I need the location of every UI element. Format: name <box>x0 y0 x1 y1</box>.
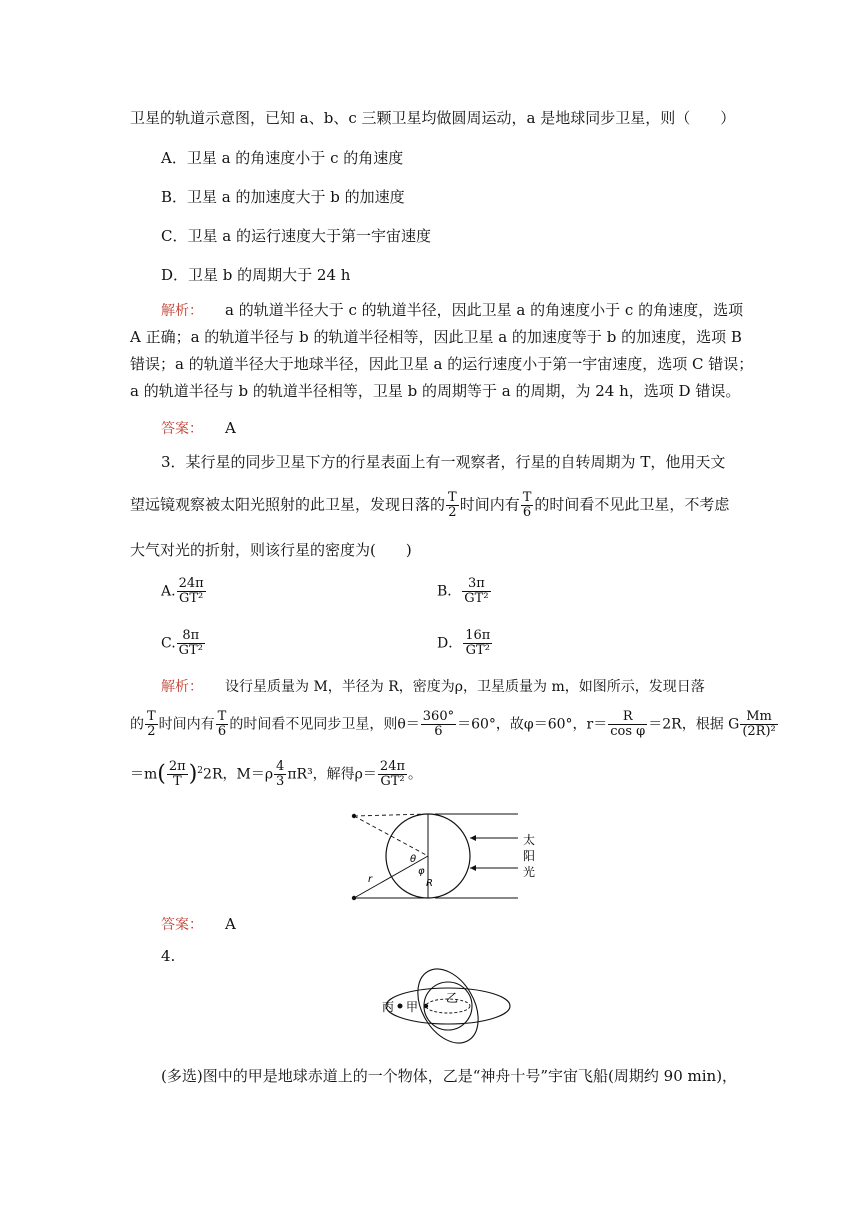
denominator: 6 <box>522 505 532 520</box>
denominator: GT² <box>380 774 405 789</box>
fraction-rho <box>378 760 407 789</box>
numerator: 24π <box>379 759 406 774</box>
orbit-radius-label: r <box>368 874 373 885</box>
q3-answer-line <box>161 914 236 935</box>
numerator: T <box>147 709 156 724</box>
answer-label: 答案： <box>161 421 203 437</box>
answer-value: A <box>225 419 236 437</box>
denominator: GT² <box>464 591 489 606</box>
arrow-icon <box>470 835 476 841</box>
numerator: T <box>448 490 457 505</box>
denominator: 6 <box>217 724 227 739</box>
arrow-icon <box>470 865 476 871</box>
phi-label: φ <box>418 866 425 877</box>
paren-open: ( <box>157 761 166 787</box>
q2-option-c: C．卫星 a 的运行速度大于第一宇宙速度 <box>161 227 431 245</box>
option-label: B． <box>437 583 462 600</box>
q3-planet-figure <box>340 808 550 908</box>
fraction-t-over-2 <box>446 491 459 520</box>
denominator: 2 <box>448 505 457 520</box>
sun-label-2: 阳 <box>523 849 536 863</box>
q3-stem-line-3: 大气对光的折射，则该行星的密度为( ) <box>130 541 412 559</box>
option-label: C. <box>161 635 176 652</box>
option-fraction <box>177 629 205 658</box>
analysis-text: ＝2R，根据 G <box>648 716 740 733</box>
numerator: 24π <box>178 576 204 591</box>
exponent: 2 <box>197 765 204 776</box>
numerator: 2π <box>168 759 186 774</box>
numerator: T <box>522 490 532 505</box>
q2-option-b: B．卫星 a 的加速度大于 b 的加速度 <box>161 188 405 206</box>
denominator: GT² <box>178 591 204 606</box>
denominator: GT² <box>465 643 490 658</box>
satellite-dot-bottom <box>352 896 356 900</box>
q2-analysis-line-2: A 正确；a 的轨道半径与 b 的轨道半径相等，因此卫星 a 的加速度等于 b 的加速度，选项 B <box>130 328 742 346</box>
numerator: 16π <box>465 628 491 643</box>
earth-circle <box>424 982 472 1030</box>
q2-analysis-line-3: 错误；a 的轨道半径大于地球半径，因此卫星 a 的运行速度小于第一宇宙速度，选项 C 错误； <box>130 355 754 373</box>
fraction-gravity <box>740 710 777 739</box>
fraction-r <box>608 710 647 739</box>
q2-option-d: D．卫星 b 的周期大于 24 h <box>161 266 351 284</box>
q3-analysis-line-3 <box>130 760 422 789</box>
option-fraction <box>462 577 490 606</box>
numerator: Mm <box>740 710 777 725</box>
option-fraction <box>463 629 492 658</box>
numerator: 360° <box>422 709 455 724</box>
q3-stem-line-1: 3．某行星的同步卫星下方的行星表面上有一观察者，行星的自转周期为 T，他用天文 <box>161 453 726 471</box>
analysis-text: 时间内有 <box>158 716 215 733</box>
option-label: A. <box>161 583 176 600</box>
q3-option-a <box>161 577 207 606</box>
fraction-2pi-over-t <box>167 760 188 789</box>
theta-label: θ <box>410 854 417 865</box>
denominator: 6 <box>434 724 443 739</box>
numerator: T <box>217 709 227 724</box>
analysis-label: 解析： <box>161 679 203 695</box>
analysis-text: 的 <box>130 716 144 733</box>
analysis-text: ＝m <box>130 766 158 783</box>
numerator: 4 <box>276 759 285 774</box>
sun-label-1: 太 <box>523 833 536 847</box>
denominator: GT² <box>178 643 203 658</box>
analysis-text: 设行星质量为 M，半径为 R，密度为ρ，卫星质量为 m，如图所示，发现日落 <box>225 679 705 695</box>
q2-stem: 卫星的轨道示意图，已知 a、b、c 三颗卫星均做圆周运动，a 是地球同步卫星，则（ ） <box>130 109 736 127</box>
q4-number: 4. <box>161 947 176 965</box>
radius-label: R <box>426 878 433 889</box>
q3-stem-line-2 <box>130 491 729 520</box>
paren-close: ) <box>188 761 198 787</box>
sun-label-3: 光 <box>523 865 536 879</box>
fraction-t-over-2 <box>145 710 158 739</box>
q2-analysis-line-1 <box>161 300 743 321</box>
option-label: D． <box>437 635 463 652</box>
q3-option-d <box>437 629 493 658</box>
radius-line-bottom <box>354 856 428 898</box>
denominator: 3 <box>276 774 285 789</box>
object-jia-dot <box>424 1004 428 1008</box>
label-yi: 乙 <box>446 991 459 1005</box>
stem-text: 时间内有 <box>459 495 520 514</box>
q2-analysis-line-4: a 的轨道半径与 b 的轨道半径相等，卫星 b 的周期等于 a 的周期，为 24 h，选项 D 错误。 <box>130 382 741 400</box>
denominator: (2R)² <box>742 724 776 739</box>
polar-orbit <box>405 964 490 1050</box>
numerator: 8π <box>177 629 205 644</box>
object-bing-dot <box>398 1004 403 1009</box>
label-bing: 丙 <box>382 1000 395 1014</box>
q4-orbit-figure <box>378 964 518 1050</box>
denominator: 2 <box>147 724 156 739</box>
analysis-text: a 的轨道半径大于 c 的轨道半径，因此卫星 a 的角速度小于 c 的角速度，选项 <box>225 301 744 319</box>
numerator: R <box>608 710 647 725</box>
q2-option-a: A．卫星 a 的角速度小于 c 的角速度 <box>161 149 404 167</box>
dashed-radius-top <box>354 816 428 856</box>
answer-label: 答案： <box>161 917 203 933</box>
option-fraction <box>177 577 206 606</box>
satellite-dot-top <box>352 814 356 818</box>
fraction-theta <box>421 710 456 739</box>
stem-text: 望远镜观察被太阳光照射的此卫星，发现日落的 <box>130 495 446 514</box>
q3-option-b <box>437 577 492 606</box>
denominator: cos φ <box>610 724 646 739</box>
analysis-text: πR³，解得ρ＝ <box>287 766 377 783</box>
numerator: 3π <box>462 577 490 592</box>
analysis-text: ＝60°，故φ＝60°，r＝ <box>457 716 608 733</box>
q3-analysis-line-1 <box>161 677 705 697</box>
analysis-text: 2R，M＝ρ <box>203 766 274 783</box>
analysis-label: 解析： <box>161 303 203 319</box>
fraction-t-over-6 <box>216 710 229 739</box>
stem-text: 的时间看不见此卫星，不考虑 <box>534 495 730 514</box>
q2-answer-line <box>161 418 236 439</box>
denominator: T <box>172 774 182 789</box>
fraction-4-over-3 <box>274 760 286 789</box>
analysis-text: 。 <box>408 766 423 783</box>
label-jia: 甲 <box>406 1000 419 1014</box>
q4-stem-line-1: (多选)图中的甲是地球赤道上的一个物体，乙是“神舟十号”宇宙飞船(周期约 90 min)， <box>161 1067 738 1085</box>
answer-value: A <box>225 915 236 933</box>
fraction-t-over-6 <box>521 491 534 520</box>
q3-analysis-line-2 <box>130 710 779 739</box>
q3-option-c <box>161 629 206 658</box>
analysis-text: 的时间看不见同步卫星，则θ＝ <box>229 716 420 733</box>
